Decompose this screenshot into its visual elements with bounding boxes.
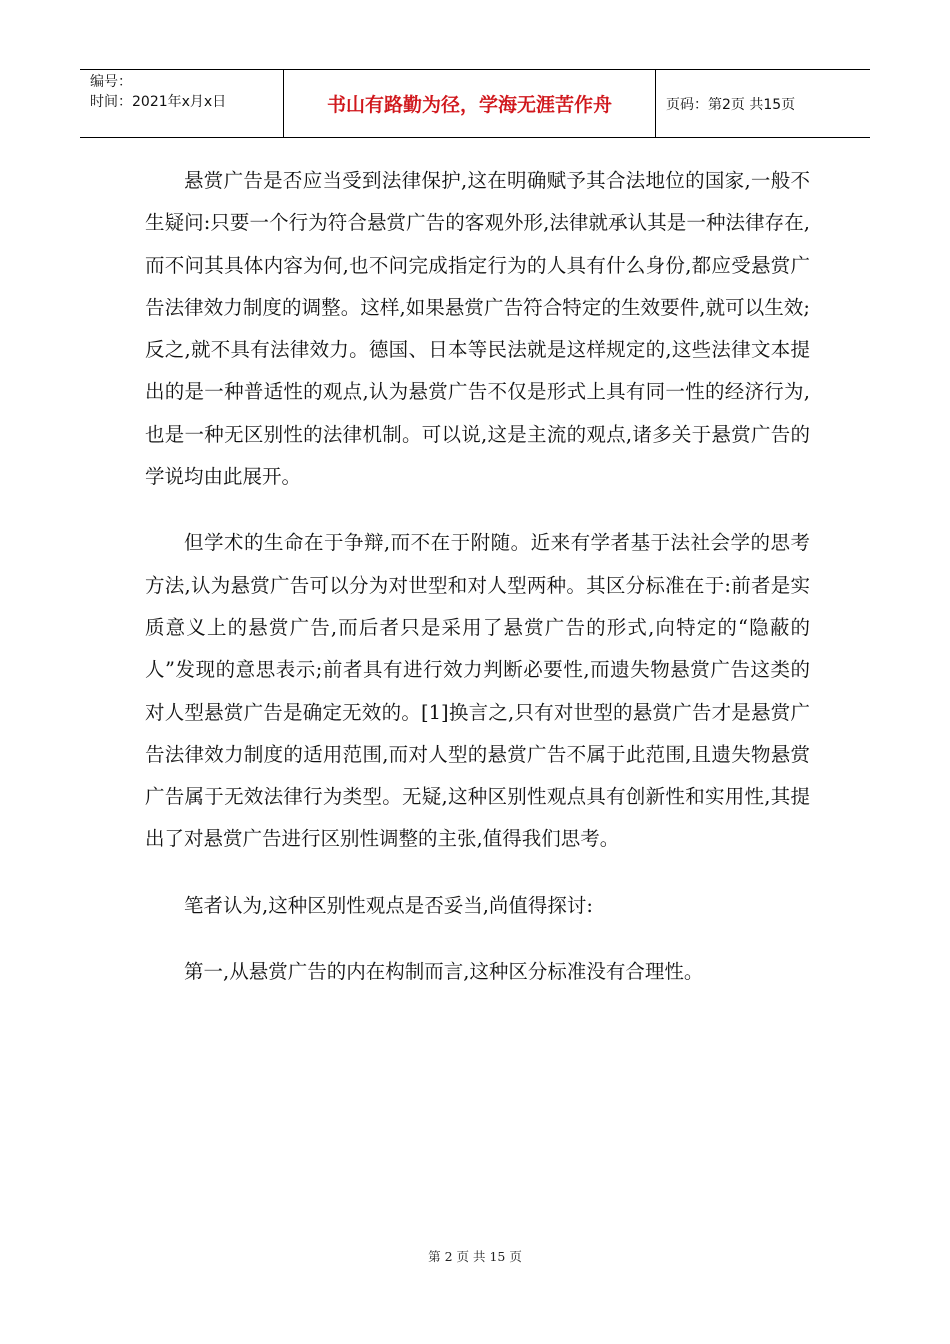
page-header <box>80 69 870 138</box>
page-info-text: 页码：第2页 共15页 <box>666 96 796 113</box>
paragraph-2: 但学术的生命在于争辩,而不在于附随。近来有学者基于法社会学的思考方法,认为悬赏广告可以分为对世型和对人型两种。其区分标准在于:前者是实质意义上的悬赏广告,而后者只是采用了悬赏广告的形式,向特定的“隐蔽的人”发现的意思表示;前者具有进行效力判断必要性,而遗失物悬赏广告这类的对人型悬赏广告是确定无效的。[1]换言之,只有对世型的悬赏广告才是悬赏广告法律效力制度的适用范围,而对人型的悬赏广告不属于此范围,且遗失物悬赏广告属于无效法律行为类型。无疑,这种区别性观点具有创新性和实用性,其提出了对悬赏广告进行区别性调整的主张,值得我们思考。 <box>145 531 810 851</box>
paragraph-1: 悬赏广告是否应当受到法律保护,这在明确赋予其合法地位的国家,一般不生疑问:只要一个行为符合悬赏广告的客观外形,法律就承认其是一种法律存在,而不问其具体内容为何,也不问完成指定行为的人具有什么身份,都应受悬赏广告法律效力制度的调整。这样,如果悬赏广告符合特定的生效要件,就可以生效;反之,就不具有法律效力。德国、日本等民法就是这样规定的,这些法律文本提出的是一种普适性的观点,认为悬赏广告不仅是形式上具有同一性的经济行为,也是一种无区别性的法律机制。可以说,这是主流的观点,诸多关于悬赏广告的学说均由此展开。 <box>145 169 810 489</box>
header-meta <box>80 70 283 137</box>
document-body <box>145 160 810 1017</box>
page-footer <box>0 1247 950 1265</box>
document-number-label: 编号： <box>90 74 132 90</box>
header-page-info <box>656 70 870 137</box>
paragraph-4: 第一,从悬赏广告的内在构制而言,这种区分标准没有合理性。 <box>184 960 704 984</box>
header-motto <box>283 70 656 137</box>
footer-page-number: 第 2 页 共 15 页 <box>428 1249 522 1264</box>
document-time-label: 时间：2021年x月x日 <box>90 94 227 110</box>
paragraph-3: 笔者认为,这种区别性观点是否妥当,尚值得探讨: <box>184 893 593 917</box>
motto-text: 书山有路勤为径，学海无涯苦作舟 <box>326 94 612 116</box>
